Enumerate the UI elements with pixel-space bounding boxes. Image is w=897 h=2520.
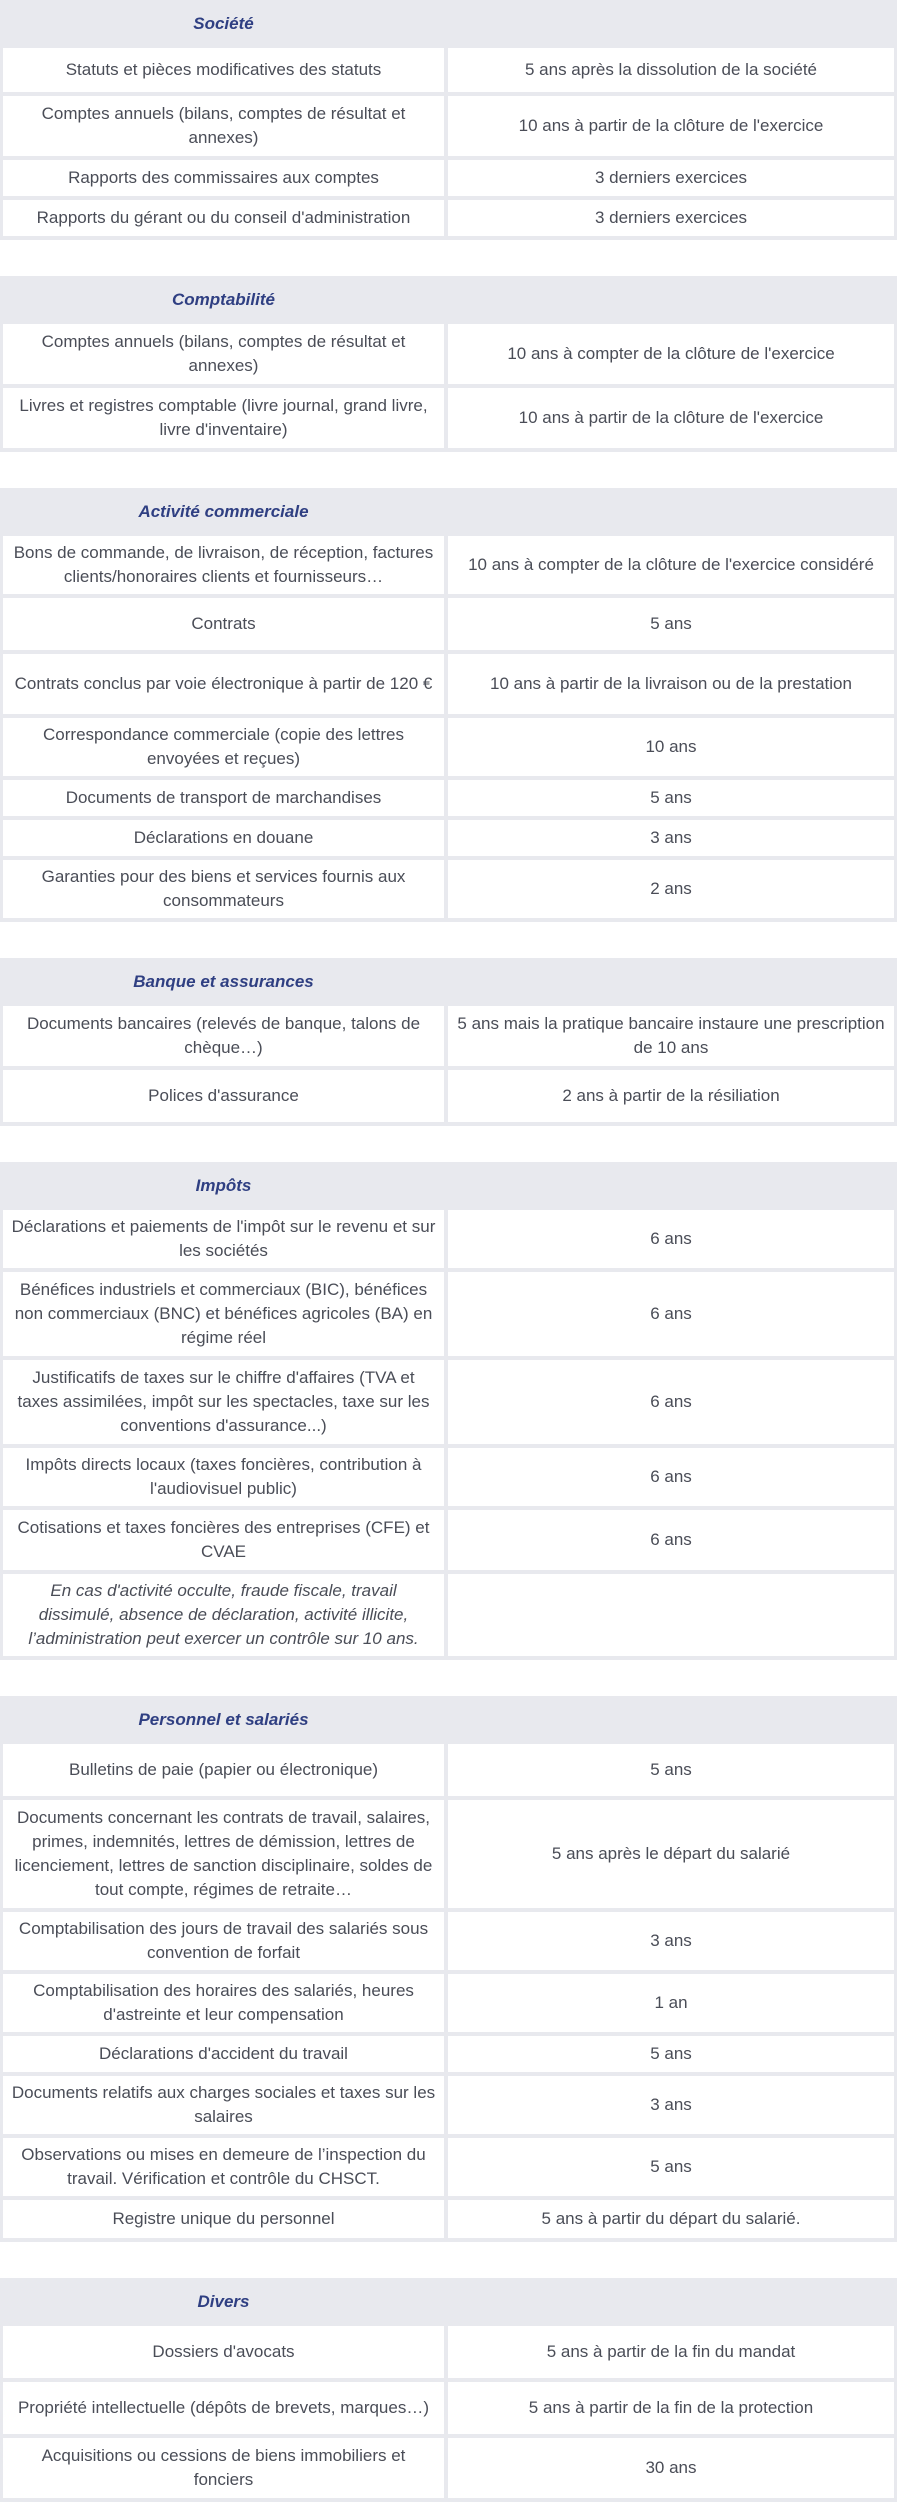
document-cell: Documents bancaires (relevés de banque, talons de chèque…) [0, 1006, 448, 1070]
section-title: Divers [0, 2278, 448, 2326]
duration-cell: 5 ans après le départ du salarié [448, 1800, 897, 1912]
duration-cell: 10 ans à compter de la clôture de l'exercice considéré [448, 536, 897, 598]
document-cell: Documents de transport de marchandises [0, 780, 448, 820]
section-table-activite-commerciale [0, 488, 897, 922]
document-cell: Documents concernant les contrats de travail, salaires, primes, indemnités, lettres de démission, lettres de licenciement, lettres de sanction disciplinaire, soldes de tout compte, régimes de retraite… [0, 1800, 448, 1912]
table-row [0, 1448, 897, 1510]
duration-cell: 5 ans [448, 2036, 897, 2076]
section-title: Activité commerciale [0, 488, 448, 536]
table-row [0, 2326, 897, 2382]
table-row [0, 2036, 897, 2076]
document-cell: Dossiers d'avocats [0, 2326, 448, 2382]
document-cell: Livres et registres comptable (livre journal, grand livre, livre d'inventaire) [0, 388, 448, 452]
document-cell: Comptes annuels (bilans, comptes de résultat et annexes) [0, 324, 448, 388]
duration-cell: 10 ans [448, 718, 897, 780]
duration-cell: 10 ans à partir de la clôture de l'exercice [448, 388, 897, 452]
section-header [0, 1162, 897, 1210]
table-row [0, 1912, 897, 1974]
duration-cell: 30 ans [448, 2438, 897, 2502]
section-header-blank [448, 2278, 897, 2326]
duration-cell: 6 ans [448, 1448, 897, 1510]
document-cell: Rapports des commissaires aux comptes [0, 160, 448, 200]
section-header-blank [448, 0, 897, 48]
duration-cell: 5 ans mais la pratique bancaire instaure une prescription de 10 ans [448, 1006, 897, 1070]
document-cell: Garanties pour des biens et services fournis aux consommateurs [0, 860, 448, 922]
document-cell: Contrats [0, 598, 448, 654]
document-cell: Rapports du gérant ou du conseil d'administration [0, 200, 448, 240]
document-cell: Registre unique du personnel [0, 2200, 448, 2242]
document-cell: Statuts et pièces modificatives des statuts [0, 48, 448, 96]
table-row [0, 48, 897, 96]
section-title: Comptabilité [0, 276, 448, 324]
table-row [0, 388, 897, 452]
document-cell: Acquisitions ou cessions de biens immobiliers et fonciers [0, 2438, 448, 2502]
duration-cell: 6 ans [448, 1210, 897, 1272]
section-header-blank [448, 958, 897, 1006]
duration-cell: 6 ans [448, 1360, 897, 1448]
document-cell: Comptabilisation des horaires des salariés, heures d'astreinte et leur compensation [0, 1974, 448, 2036]
document-cell: Déclarations d'accident du travail [0, 2036, 448, 2076]
document-cell: Propriété intellectuelle (dépôts de brevets, marques…) [0, 2382, 448, 2438]
duration-cell: 10 ans à compter de la clôture de l'exercice [448, 324, 897, 388]
duration-cell [448, 1574, 897, 1660]
table-row [0, 1272, 897, 1360]
note-cell: En cas d'activité occulte, fraude fiscale, travail dissimulé, absence de déclaration, activité illicite, l’administration peut exercer un contrôle sur 10 ans. [0, 1574, 448, 1660]
table-row [0, 654, 897, 718]
duration-cell: 1 an [448, 1974, 897, 2036]
table-row [0, 2438, 897, 2502]
document-cell: Correspondance commerciale (copie des lettres envoyées et reçues) [0, 718, 448, 780]
section-header-blank [448, 276, 897, 324]
section-table-impots [0, 1162, 897, 1660]
document-cell: Bons de commande, de livraison, de réception, factures clients/honoraires clients et fournisseurs… [0, 536, 448, 598]
document-cell: Déclarations en douane [0, 820, 448, 860]
table-row [0, 1574, 897, 1660]
table-row [0, 96, 897, 160]
table-row [0, 1744, 897, 1800]
document-cell: Polices d'assurance [0, 1070, 448, 1126]
table-row [0, 324, 897, 388]
table-row [0, 2138, 897, 2200]
section-header-blank [448, 1162, 897, 1210]
table-row [0, 536, 897, 598]
table-row [0, 1360, 897, 1448]
table-row [0, 160, 897, 200]
document-cell: Contrats conclus par voie électronique à partir de 120 € [0, 654, 448, 718]
section-table-personnel-et-salaries [0, 1696, 897, 2242]
document-cell: Observations ou mises en demeure de l’inspection du travail. Vérification et contrôle du CHSCT. [0, 2138, 448, 2200]
document-cell: Cotisations et taxes foncières des entreprises (CFE) et CVAE [0, 1510, 448, 1574]
section-table-comptabilite [0, 276, 897, 452]
duration-cell: 3 ans [448, 1912, 897, 1974]
table-row [0, 718, 897, 780]
document-cell: Bénéfices industriels et commerciaux (BIC), bénéfices non commerciaux (BNC) et bénéfices agricoles (BA) en régime réel [0, 1272, 448, 1360]
document-cell: Déclarations et paiements de l'impôt sur le revenu et sur les sociétés [0, 1210, 448, 1272]
section-header-blank [448, 488, 897, 536]
duration-cell: 2 ans à partir de la résiliation [448, 1070, 897, 1126]
duration-cell: 3 ans [448, 820, 897, 860]
duration-cell: 5 ans [448, 598, 897, 654]
section-title: Société [0, 0, 448, 48]
duration-cell: 6 ans [448, 1272, 897, 1360]
duration-cell: 5 ans à partir de la fin de la protection [448, 2382, 897, 2438]
table-row [0, 1800, 897, 1912]
section-title: Personnel et salariés [0, 1696, 448, 1744]
duration-cell: 5 ans [448, 1744, 897, 1800]
duration-cell: 5 ans [448, 780, 897, 820]
table-row [0, 860, 897, 922]
section-table-banque-et-assurances [0, 958, 897, 1126]
duration-cell: 5 ans à partir du départ du salarié. [448, 2200, 897, 2242]
document-cell: Justificatifs de taxes sur le chiffre d'affaires (TVA et taxes assimilées, impôt sur les spectacles, taxe sur les conventions d'assurance...) [0, 1360, 448, 1448]
document-cell: Comptabilisation des jours de travail des salariés sous convention de forfait [0, 1912, 448, 1974]
table-row [0, 2200, 897, 2242]
table-row [0, 1510, 897, 1574]
table-row [0, 1070, 897, 1126]
table-row [0, 598, 897, 654]
duration-cell: 3 ans [448, 2076, 897, 2138]
table-row [0, 780, 897, 820]
table-row [0, 1006, 897, 1070]
section-table-divers [0, 2278, 897, 2502]
table-row [0, 2076, 897, 2138]
table-row [0, 1210, 897, 1272]
section-header [0, 276, 897, 324]
table-row [0, 2382, 897, 2438]
section-header [0, 958, 897, 1006]
duration-cell: 10 ans à partir de la clôture de l'exercice [448, 96, 897, 160]
duration-cell: 5 ans après la dissolution de la société [448, 48, 897, 96]
duration-cell: 6 ans [448, 1510, 897, 1574]
section-header-blank [448, 1696, 897, 1744]
section-header [0, 1696, 897, 1744]
duration-cell: 2 ans [448, 860, 897, 922]
table-row [0, 1974, 897, 2036]
section-header [0, 488, 897, 536]
section-title: Banque et assurances [0, 958, 448, 1006]
duration-cell: 5 ans à partir de la fin du mandat [448, 2326, 897, 2382]
duration-cell: 3 derniers exercices [448, 160, 897, 200]
duration-cell: 3 derniers exercices [448, 200, 897, 240]
section-title: Impôts [0, 1162, 448, 1210]
document-cell: Documents relatifs aux charges sociales et taxes sur les salaires [0, 2076, 448, 2138]
table-row [0, 200, 897, 240]
duration-cell: 10 ans à partir de la livraison ou de la prestation [448, 654, 897, 718]
document-cell: Comptes annuels (bilans, comptes de résultat et annexes) [0, 96, 448, 160]
section-header [0, 2278, 897, 2326]
document-cell: Impôts directs locaux (taxes foncières, contribution à l'audiovisuel public) [0, 1448, 448, 1510]
document-cell: Bulletins de paie (papier ou électronique) [0, 1744, 448, 1800]
duration-cell: 5 ans [448, 2138, 897, 2200]
table-row [0, 820, 897, 860]
section-header [0, 0, 897, 48]
section-table-societe [0, 0, 897, 240]
